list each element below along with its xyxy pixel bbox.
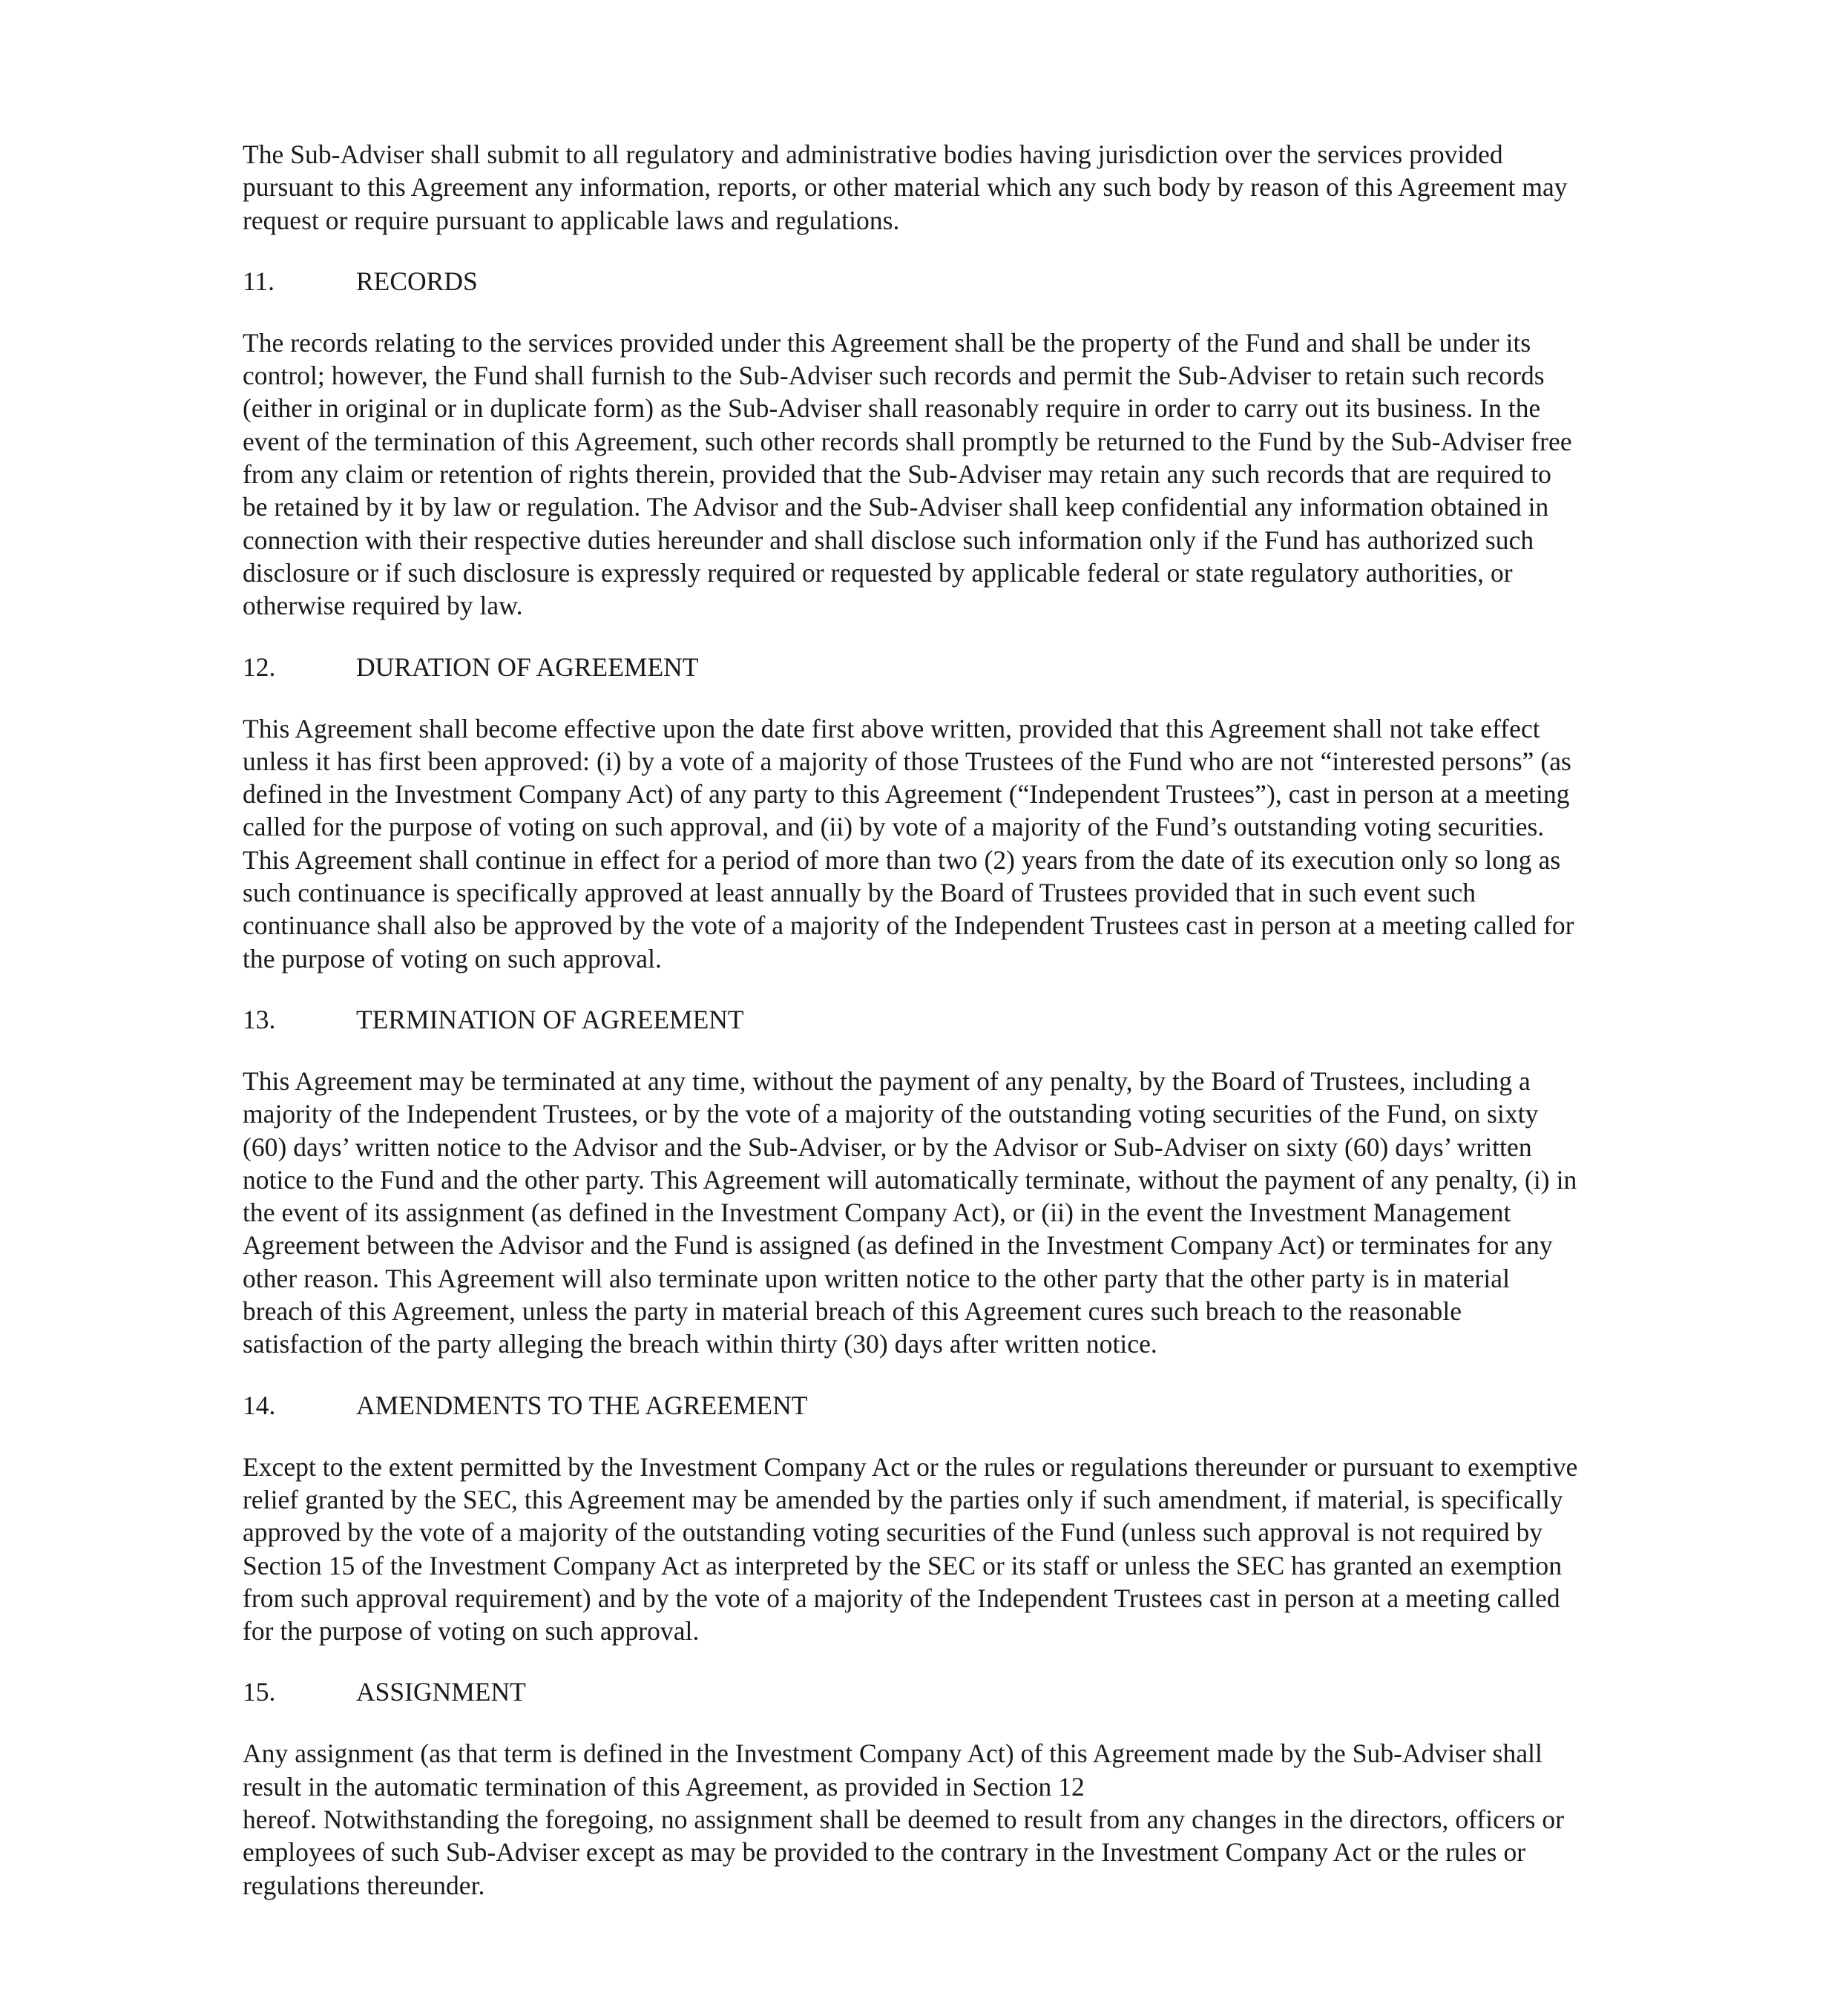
section-body: The records relating to the services provided under this Agreement shall be the property of the Fund and shall be under its control; however, the Fund shall furnish to the Sub-Adviser such records and permit the Sub-Adviser to retain such records (either in original or in duplicate form) as the Sub-Adviser shall reasonably require in order to carry out its business. In the event of the termination of this Agreement, such other records shall promptly be returned to the Fund by the Sub-Adviser free from any claim or retention of rights therein, provided that the Sub-Adviser may retain any such records that are required to be retained by it by law or regulation. The Advisor and the Sub-Adviser shall keep confidential any information obtained in connection with their respective duties hereunder and shall disclose such information only if the Fund has authorized such disclosure or if such disclosure is expressly required or requested by applicable federal or state regulatory authorities, or otherwise required by law. [243,327,1572,621]
section-title: TERMINATION OF AGREEMENT [356,1004,744,1034]
section-number: 11. [243,266,275,296]
section-body: This Agreement may be terminated at any time, without the payment of any penalty, by the Board of Trustees, including a majority of the Independent Trustees, or by the vote of a majority of the outstanding voting securities of the Fund, on sixty (60) days’ written notice to the Advisor and the Sub-Adviser, or by the Advisor or Sub-Adviser on sixty (60) days’ written notice to the Fund and the other party. This Agreement will automatically terminate, without the payment of any penalty, (i) in the event of its assignment (as defined in the Investment Company Act), or (ii) in the event the Investment Management Agreement between the Advisor and the Fund is assigned (as defined in the Investment Company Act) or terminates for any other reason. This Agreement will also terminate upon written notice to the other party that the other party is in material breach of this Agreement, unless the party in material breach of this Agreement cures such breach to the reasonable satisfaction of the party alleging the breach within thirty (30) days after written notice. [243,1066,1577,1359]
section-heading [243,1675,1582,1708]
intro-paragraph: The Sub-Adviser shall submit to all regulatory and administrative bodies having jurisdiction over the services provided pursuant to this Agreement any information, reports, or other material which any such body by reason of this Agreement may request or require pursuant to applicable laws and regulations. [243,139,1568,235]
section-heading [243,1389,1582,1422]
section-duration-of-agreement [243,651,1582,975]
section-body-line: hereof. Notwithstanding the foregoing, no assignment shall be deemed to result from any changes in the directors, officers or employees of such Sub-Adviser except as may be provided to the contrary in the Investment Company Act or the rules or regulations thereunder. [243,1804,1565,1900]
section-number: 12. [243,651,276,682]
section-heading [243,1003,1582,1036]
section-title: RECORDS [356,266,478,296]
section-body: Except to the extent permitted by the Investment Company Act or the rules or regulations thereunder or pursuant to exemptive relief granted by the SEC, this Agreement may be amended by the parties only if such amendment, if material, is specifically approved by the vote of a majority of the outstanding voting securities of the Fund (unless such approval is not required by Section 15 of the Investment Company Act as interpreted by the SEC or its staff or unless the SEC has granted an exemption from such approval requirement) and by the vote of a majority of the Independent Trustees cast in person at a meeting called for the purpose of voting on such approval. [243,1451,1578,1646]
section-assignment [243,1675,1582,1901]
section-body: This Agreement shall become effective upon the date first above written, provided that this Agreement shall not take effect unless it has first been approved: (i) by a vote of a majority of those Trustees of the Fund who are not “interested persons” (as defined in the Investment Company Act) of any party to this Agreement (“Independent Trustees”), cast in person at a meeting called for the purpose of voting on such approval, and (ii) by vote of a majority of the Fund’s outstanding voting securities. This Agreement shall continue in effect for a period of more than two (2) years from the date of its execution only so long as such continuance is specifically approved at least annually by the Board of Trustees provided that in such event such continuance shall also be approved by the vote of a majority of the Independent Trustees cast in person at a meeting called for the purpose of voting on such approval. [243,713,1574,973]
section-title: DURATION OF AGREEMENT [356,651,699,682]
document-content [243,138,1582,1902]
section-number: 14. [243,1390,276,1420]
section-amendments [243,1389,1582,1648]
section-number: 13. [243,1004,276,1034]
section-title: ASSIGNMENT [356,1677,526,1707]
section-heading [243,265,1582,298]
section-body-line: Any assignment (as that term is defined in the Investment Company Act) of this Agreement made by the Sub-Adviser shall result in the automatic termination of this Agreement, as provided in Section 12 [243,1738,1542,1802]
section-records [243,265,1582,623]
section-title: AMENDMENTS TO THE AGREEMENT [356,1390,808,1420]
section-termination-of-agreement [243,1003,1582,1361]
section-heading [243,651,1582,683]
section-number: 15. [243,1677,276,1707]
section-body [243,1737,1582,1901]
